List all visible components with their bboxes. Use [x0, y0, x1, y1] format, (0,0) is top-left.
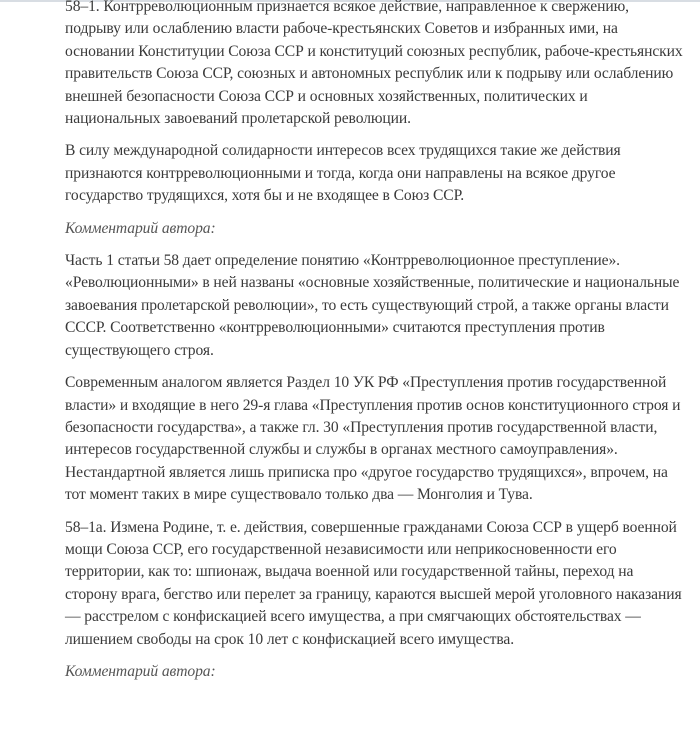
article-58-1a-paragraph: 58–1а. Измена Родине, т. е. действия, совершенные гражданами Союза ССР в ущерб военной мощи Союза ССР, его государственной независимости или неприкосновенности его территории, как то: шпионаж, выдача военной или государственной тайны, переход на сторону врага, бегство или перелет за границу, караются высшей мерой уголовного наказания — расстрелом с конфискацией всего имущества, а при смягчающих обстоятельствах — лишением свободы на срок 10 лет с конфискацией всего имущества.	[65, 518, 682, 648]
comment-paragraph-definition: Часть 1 статьи 58 дает определение понятию «Контрреволюционное преступление». «Революционными» в ней названы «основные хозяйственные, политические и национальные завоевания пролетарской революции», то есть существующий строй, а также органы власти СССР. Соответственно «контрреволюционными» считаются преступления против существующего строя.	[65, 252, 680, 359]
author-comment-heading: Комментарий автора:	[65, 219, 216, 237]
solidarity-paragraph: В силу международной солидарности интересов всех трудящихся такие же действия признаются контрреволюционными и тогда, когда они направлены на всякое другое государство трудящихся, хотя бы и не входящее в Союз ССР.	[65, 142, 621, 205]
comment-paragraph-modern-analog: Современным аналогом является Раздел 10 УК РФ «Преступления против государственной власти» и входящие в него 29-я глава «Преступления против основ конституционного строя и безопасности государства», а также гл. 30 «Преступления против государственной власти, интересов государственной службы и службы в органах местного самоуправления». Нестандартной является лишь приписка про «другое государство трудящихся», впрочем, на тот момент таких в мире существовало только два — Монголия и Тува.	[65, 374, 681, 504]
article-58-1-paragraph: 58–1. Контрреволюционным признается всякое действие, направленное к свержению, подрыву или ослаблению власти рабоче-крестьянских Советов и избранных ими, на основании Конституции Союза ССР и конституций союзных республик, рабоче-крестьянских правительств Союза ССР, союзных и автономных республик или к подрыву или ослаблению внешней безопасности Союза ССР и основных хозяйственных, политических и национальных завоеваний пролетарской революции.	[65, 0, 683, 128]
article-body	[65, 0, 685, 683]
author-comment-heading-2: Комментарий автора:	[65, 662, 216, 680]
